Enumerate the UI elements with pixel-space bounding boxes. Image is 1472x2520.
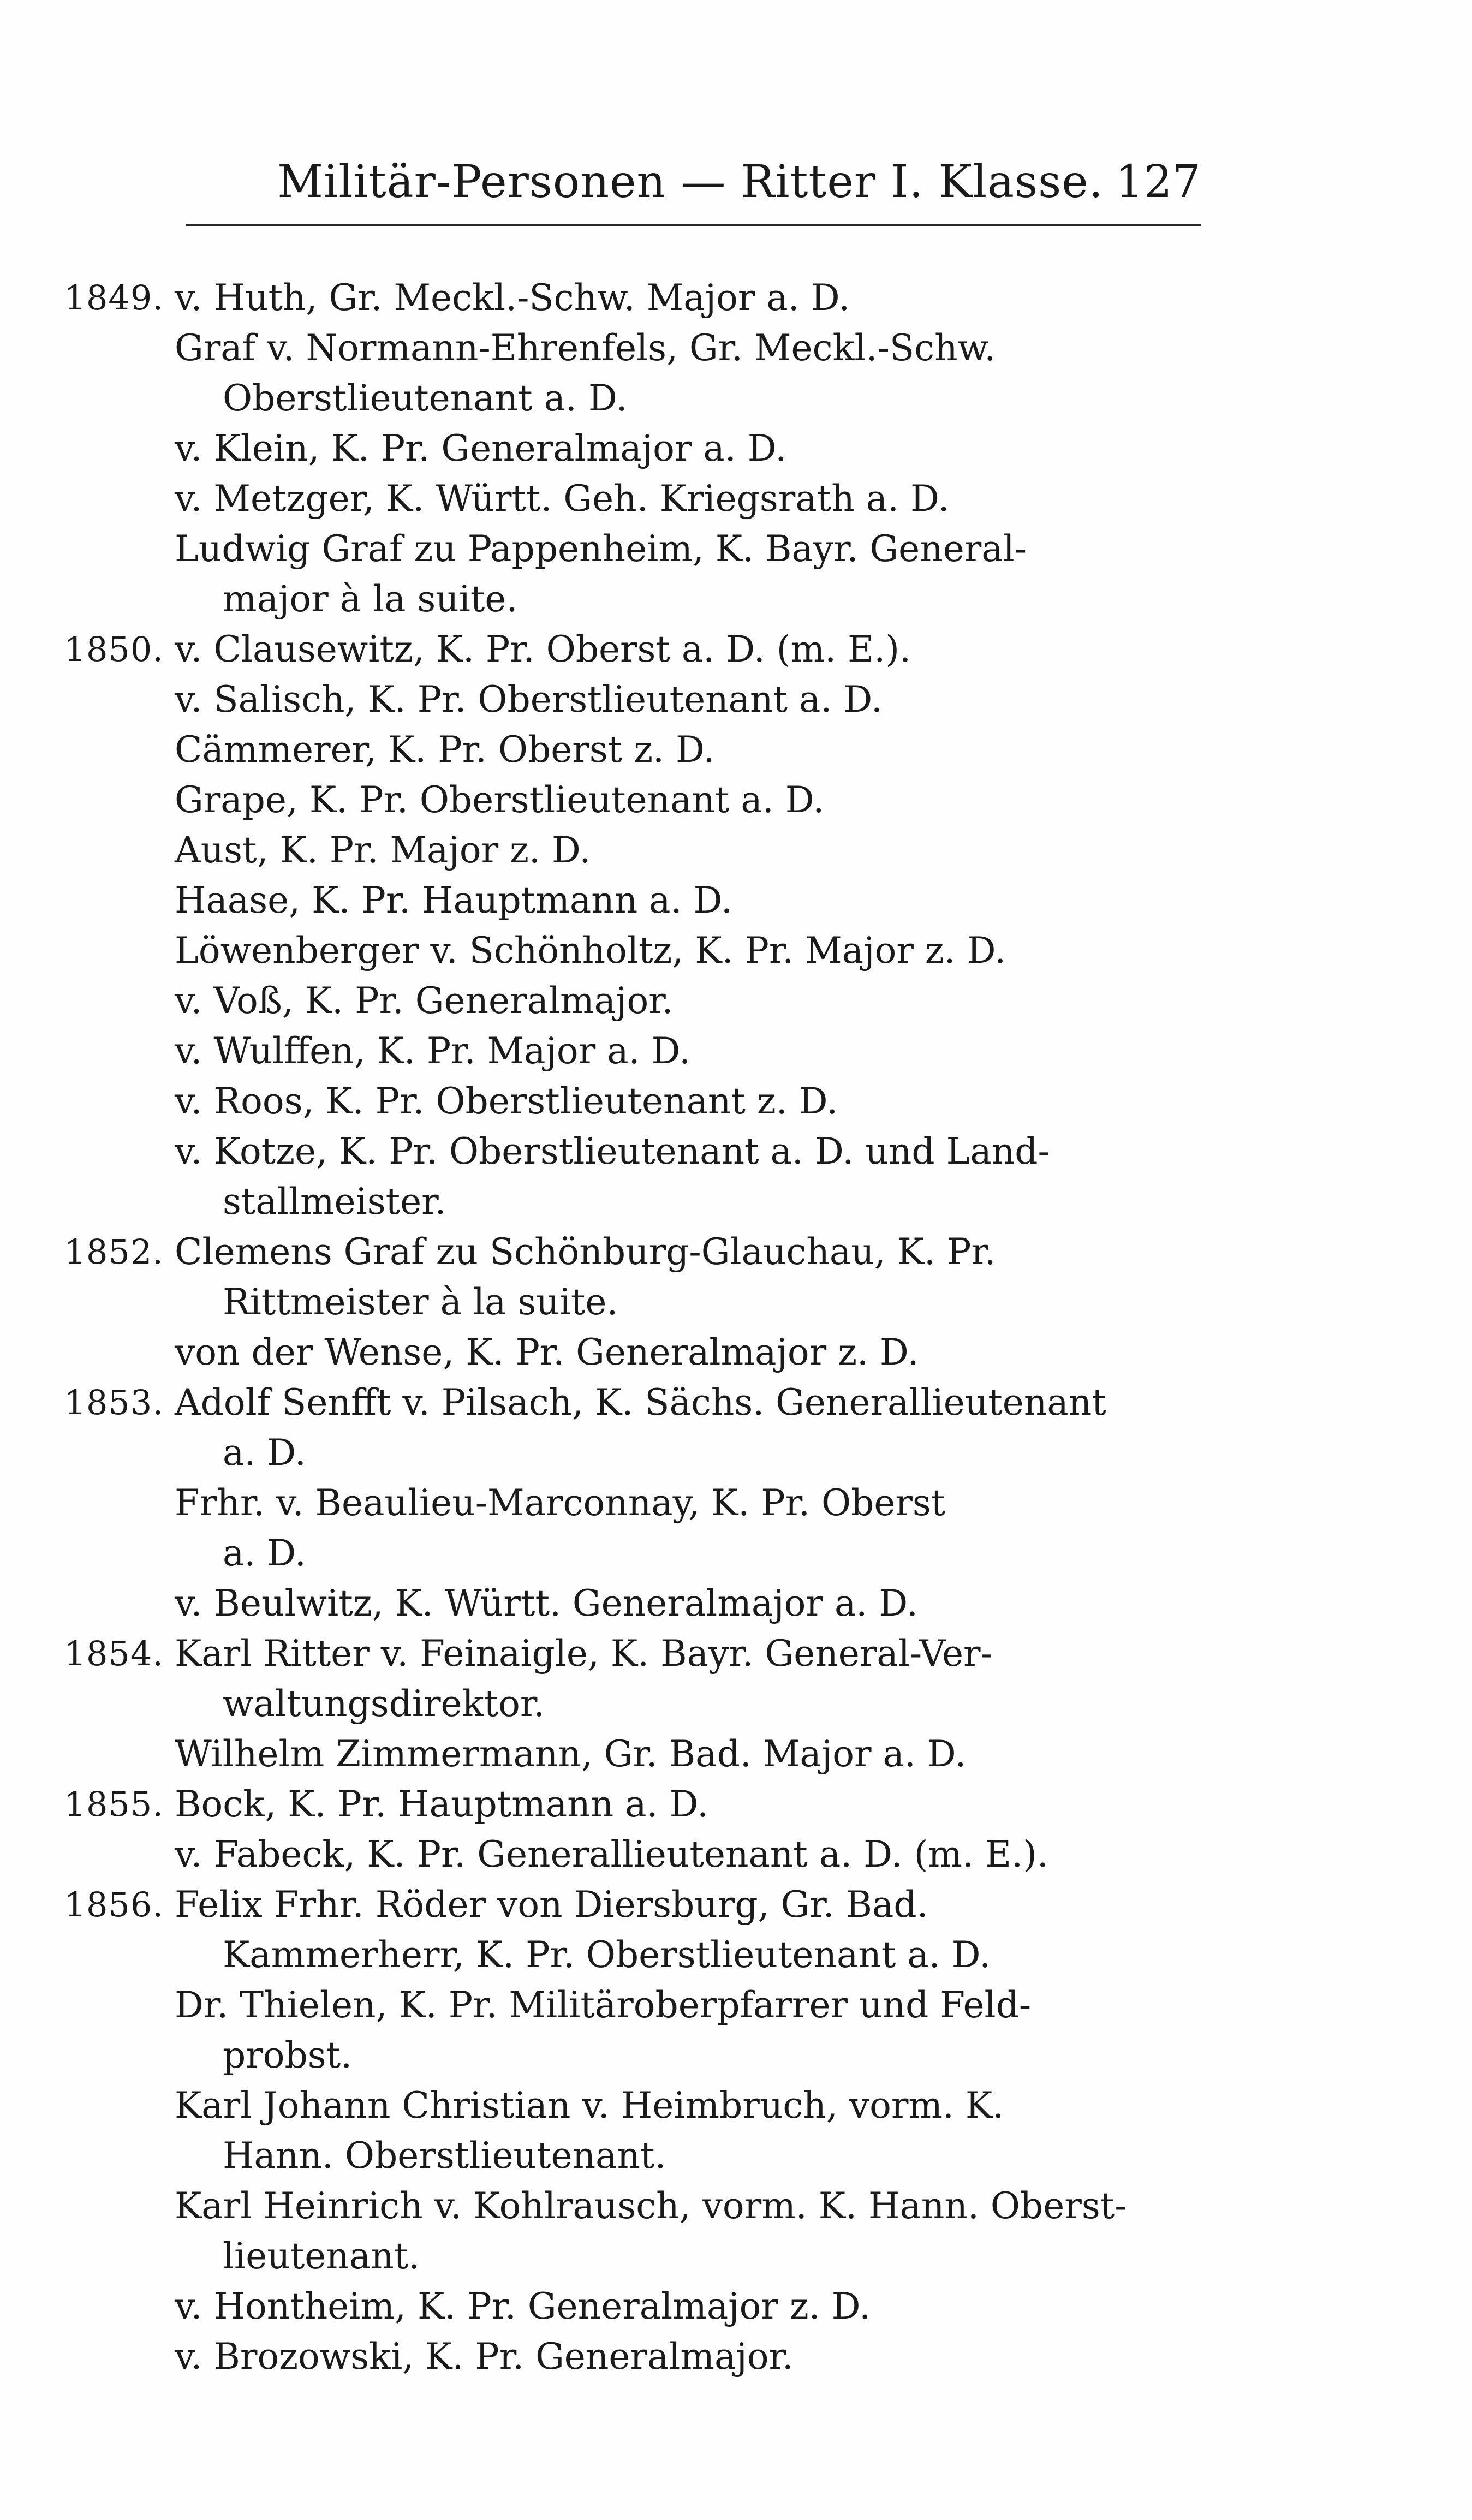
entry-text: Bock, K. Pr. Hauptmann a. D. [175, 1783, 709, 1825]
entry-year: 1852. [64, 1232, 164, 1272]
entry-text: v. Wulffen, K. Pr. Major a. D. [175, 1030, 691, 1072]
entry-text: stallmeister. [223, 1181, 446, 1223]
entry-line [49, 875, 1195, 926]
entry-year: 1855. [64, 1784, 164, 1824]
entry-line [49, 524, 1195, 574]
entry-text: Aust, K. Pr. Major z. D. [175, 829, 591, 871]
entry-text: v. Salisch, K. Pr. Oberstlieutenant a. D. [175, 678, 883, 720]
entry-text: v. Hontheim, K. Pr. Generalmajor z. D. [175, 2285, 871, 2327]
entry-text: lieutenant. [223, 2235, 420, 2277]
entry-line [49, 2081, 1195, 2131]
entry-text: Oberstlieutenant a. D. [223, 377, 628, 419]
entry-line [49, 1478, 1195, 1528]
entry-line [49, 624, 1195, 675]
entry-line [49, 926, 1195, 976]
entry-line [49, 1127, 1195, 1177]
entry-text: Graf v. Normann-Ehrenfels, Gr. Meckl.-Schw. [175, 327, 996, 369]
entry-text: Cämmerer, K. Pr. Oberst z. D. [175, 729, 715, 771]
entry-line [49, 574, 1195, 624]
entry-text: Frhr. v. Beaulieu-Marconnay, K. Pr. Oberst [175, 1482, 946, 1524]
header-rule [186, 224, 1201, 226]
entry-text: v. Huth, Gr. Meckl.-Schw. Major a. D. [175, 277, 850, 319]
entry-text: Haase, K. Pr. Hauptmann a. D. [175, 879, 733, 921]
entry-line [49, 1578, 1195, 1629]
entry-line [49, 1930, 1195, 1980]
entry-line [49, 1729, 1195, 1779]
entry-line [49, 2231, 1195, 2281]
entry-text: Wilhelm Zimmermann, Gr. Bad. Major a. D. [175, 1733, 967, 1775]
entry-line [49, 976, 1195, 1026]
entry-line [49, 373, 1195, 424]
entry-line [49, 1327, 1195, 1378]
entry-year: 1853. [64, 1383, 164, 1422]
entry-text: Rittmeister à la suite. [223, 1281, 618, 1323]
entry-text: v. Beulwitz, K. Württ. Generalmajor a. D. [175, 1582, 918, 1624]
entry-text: a. D. [223, 1532, 306, 1574]
entry-text: v. Kotze, K. Pr. Oberstlieutenant a. D. und Land- [175, 1130, 1050, 1172]
entry-line [49, 2030, 1195, 2081]
page-number: 127 [1115, 156, 1201, 208]
entry-line [49, 2332, 1195, 2382]
entry-text: von der Wense, K. Pr. Generalmajor z. D. [175, 1331, 919, 1373]
entry-text: Ludwig Graf zu Pappenheim, K. Bayr. General- [175, 528, 1027, 570]
entry-line [49, 2181, 1195, 2231]
entry-line [49, 424, 1195, 474]
entry-line [49, 2131, 1195, 2181]
entry-text: v. Metzger, K. Württ. Geh. Kriegsrath a. D. [175, 478, 950, 520]
running-header [276, 153, 1201, 213]
entry-line [49, 1428, 1195, 1478]
entry-text: v. Brozowski, K. Pr. Generalmajor. [175, 2336, 794, 2378]
entry-line [49, 725, 1195, 775]
entry-text: probst. [223, 2034, 353, 2076]
header-title: Militär-Personen — Ritter I. Klasse. [277, 156, 1104, 208]
entry-line [49, 775, 1195, 825]
entry-text: Hann. Oberstlieutenant. [223, 2135, 666, 2177]
entry-text: v. Klein, K. Pr. Generalmajor a. D. [175, 427, 787, 469]
entry-year: 1850. [64, 629, 164, 669]
entry-year: 1849. [64, 278, 164, 318]
entry-line [49, 1779, 1195, 1830]
entry-line [49, 1679, 1195, 1729]
entry-text: Adolf Senfft v. Pilsach, K. Sächs. Generallieutenant [175, 1381, 1106, 1423]
entry-line [49, 1830, 1195, 1880]
entry-text: Grape, K. Pr. Oberstlieutenant a. D. [175, 779, 825, 821]
entry-line [49, 1026, 1195, 1076]
entry-line [49, 1177, 1195, 1227]
entry-text: Clemens Graf zu Schönburg-Glauchau, K. Pr. [175, 1231, 996, 1273]
entry-text: Karl Heinrich v. Kohlrausch, vorm. K. Hann. Oberst- [175, 2185, 1127, 2227]
entry-line [49, 675, 1195, 725]
entry-line [49, 1076, 1195, 1127]
entry-text: a. D. [223, 1432, 306, 1474]
entry-text: v. Fabeck, K. Pr. Generallieutenant a. D. (m. E.). [175, 1833, 1048, 1875]
entry-year: 1854. [64, 1634, 164, 1673]
entry-text: Kammerherr, K. Pr. Oberstlieutenant a. D. [223, 1934, 991, 1976]
entry-text: v. Roos, K. Pr. Oberstlieutenant z. D. [175, 1080, 838, 1122]
entry-text: v. Clausewitz, K. Pr. Oberst a. D. (m. E.). [175, 628, 911, 670]
entry-text: v. Voß, K. Pr. Generalmajor. [175, 980, 674, 1022]
entry-line [49, 1980, 1195, 2030]
entry-line [49, 1528, 1195, 1578]
entry-line [49, 2281, 1195, 2332]
entries-list [49, 273, 1195, 2382]
entry-line [49, 1629, 1195, 1679]
entry-text: Karl Johann Christian v. Heimbruch, vorm. K. [175, 2084, 1004, 2126]
entry-text: Dr. Thielen, K. Pr. Militäroberpfarrer und Feld- [175, 1984, 1032, 2026]
entry-text: Felix Frhr. Röder von Diersburg, Gr. Bad. [175, 1884, 928, 1926]
entry-line [49, 1227, 1195, 1277]
entry-line [49, 273, 1195, 323]
entry-line [49, 1880, 1195, 1930]
entry-text: waltungsdirektor. [223, 1683, 545, 1725]
entry-line [49, 1378, 1195, 1428]
entry-text: major à la suite. [223, 578, 518, 620]
entry-line [49, 323, 1195, 373]
entry-line [49, 1277, 1195, 1327]
entry-year: 1856. [64, 1885, 164, 1925]
entry-text: Karl Ritter v. Feinaigle, K. Bayr. General-Ver- [175, 1633, 993, 1675]
entry-line [49, 474, 1195, 524]
entry-line [49, 825, 1195, 875]
entry-text: Löwenberger v. Schönholtz, K. Pr. Major z. D. [175, 930, 1006, 972]
